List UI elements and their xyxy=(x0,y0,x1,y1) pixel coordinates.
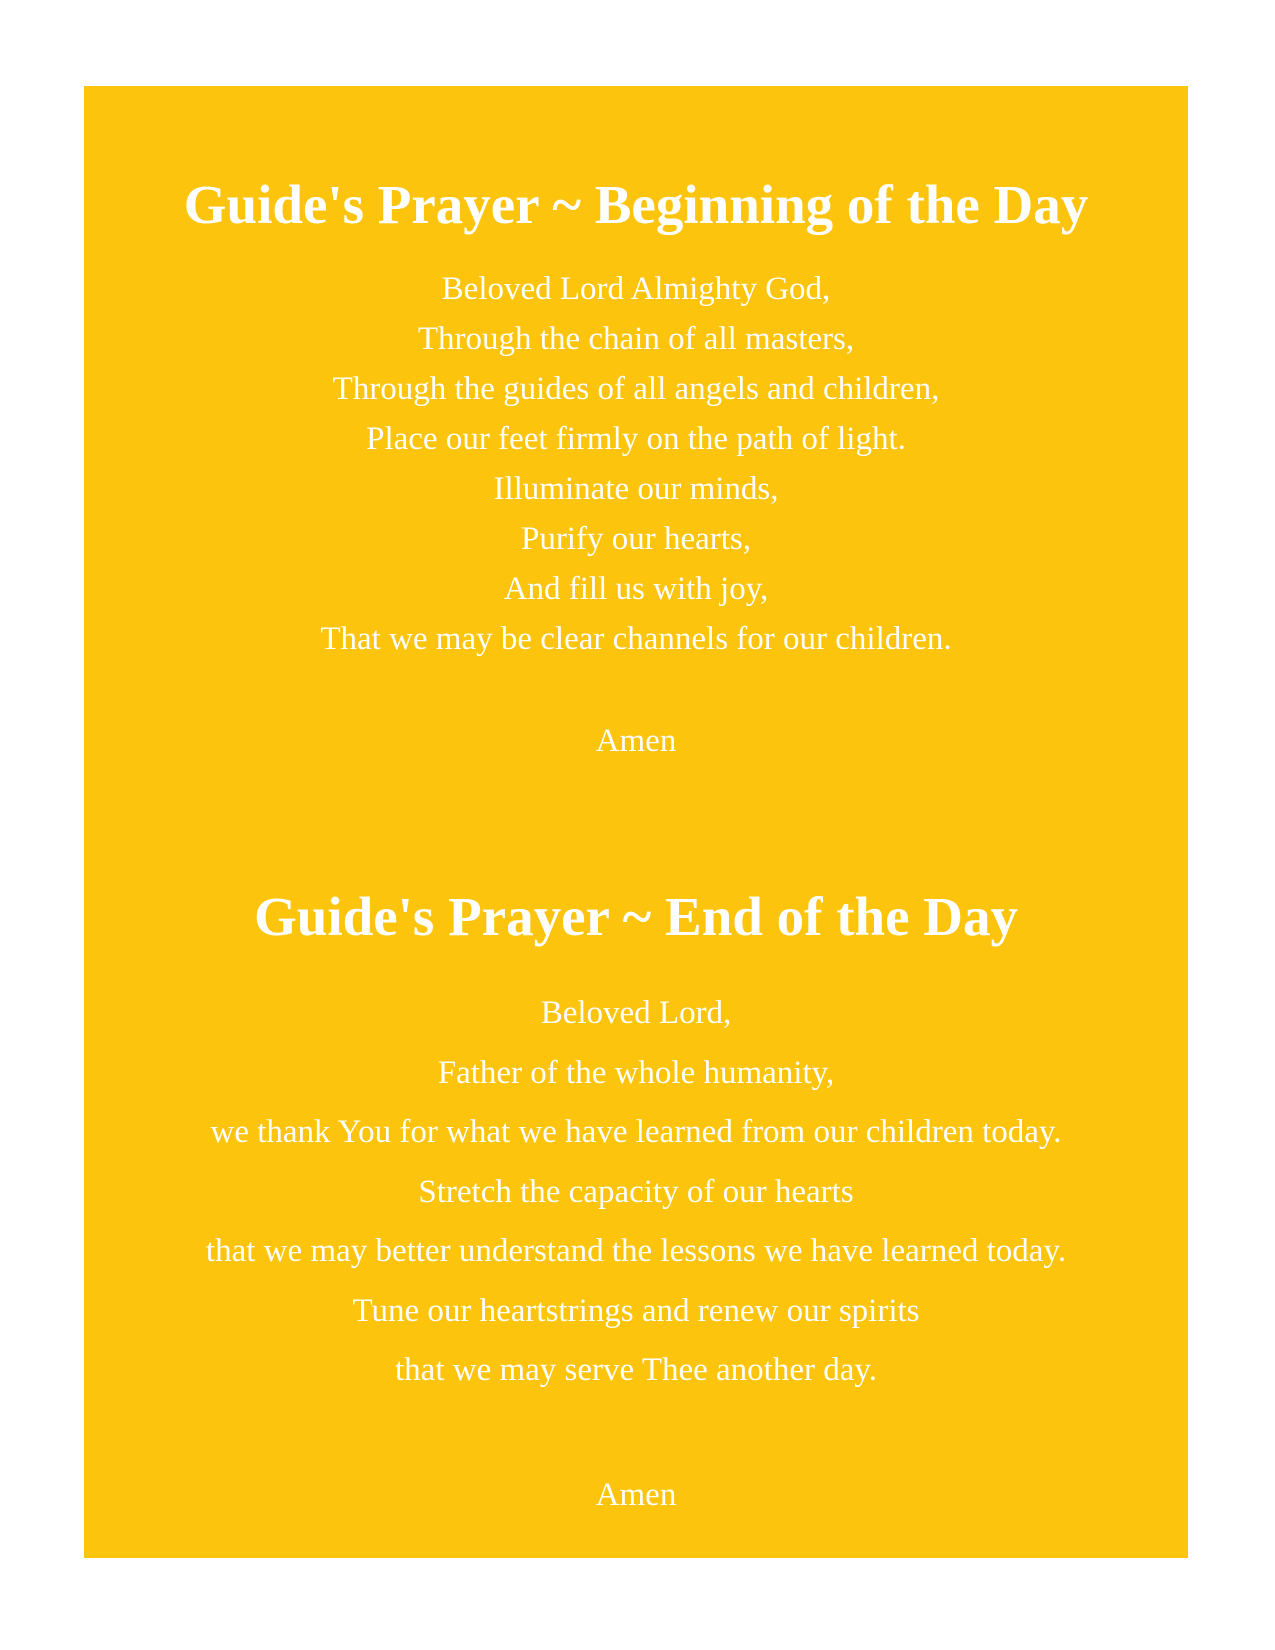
prayer-line: And fill us with joy, xyxy=(503,571,769,607)
evening-prayer-title: Guide's Prayer ~ End of the Day xyxy=(254,886,1018,947)
evening-prayer-lines xyxy=(84,984,1188,1401)
prayer-line: Beloved Lord, xyxy=(540,995,732,1031)
morning-prayer-closing: Amen xyxy=(595,723,677,759)
morning-prayer-title: Guide's Prayer ~ Beginning of the Day xyxy=(183,174,1089,235)
prayer-line: Stretch the capacity of our hearts xyxy=(418,1173,854,1210)
prayer-panel xyxy=(84,86,1188,1558)
prayer-line: Tune our heartstrings and renew our spirits xyxy=(352,1292,920,1329)
evening-prayer xyxy=(84,882,1188,1520)
prayer-line: Through the chain of all masters, xyxy=(417,321,855,357)
prayer-line: Beloved Lord Almighty God, xyxy=(441,271,831,307)
prayer-line: Illuminate our minds, xyxy=(493,471,779,507)
prayer-line: Place our feet firmly on the path of light. xyxy=(366,421,906,457)
prayer-line: Through the guides of all angels and children, xyxy=(332,371,940,407)
prayer-line: That we may be clear channels for our children. xyxy=(320,621,952,657)
morning-prayer-lines xyxy=(84,264,1188,664)
morning-prayer xyxy=(84,170,1188,766)
prayer-line: that we may serve Thee another day. xyxy=(395,1352,877,1388)
prayer-line: Father of the whole humanity, xyxy=(437,1054,835,1091)
prayer-line: we thank You for what we have learned from our children today. xyxy=(210,1114,1062,1150)
prayer-line: Purify our hearts, xyxy=(520,521,752,557)
prayer-line: that we may better understand the lessons we have learned today. xyxy=(205,1233,1067,1269)
evening-prayer-closing: Amen xyxy=(595,1476,677,1513)
